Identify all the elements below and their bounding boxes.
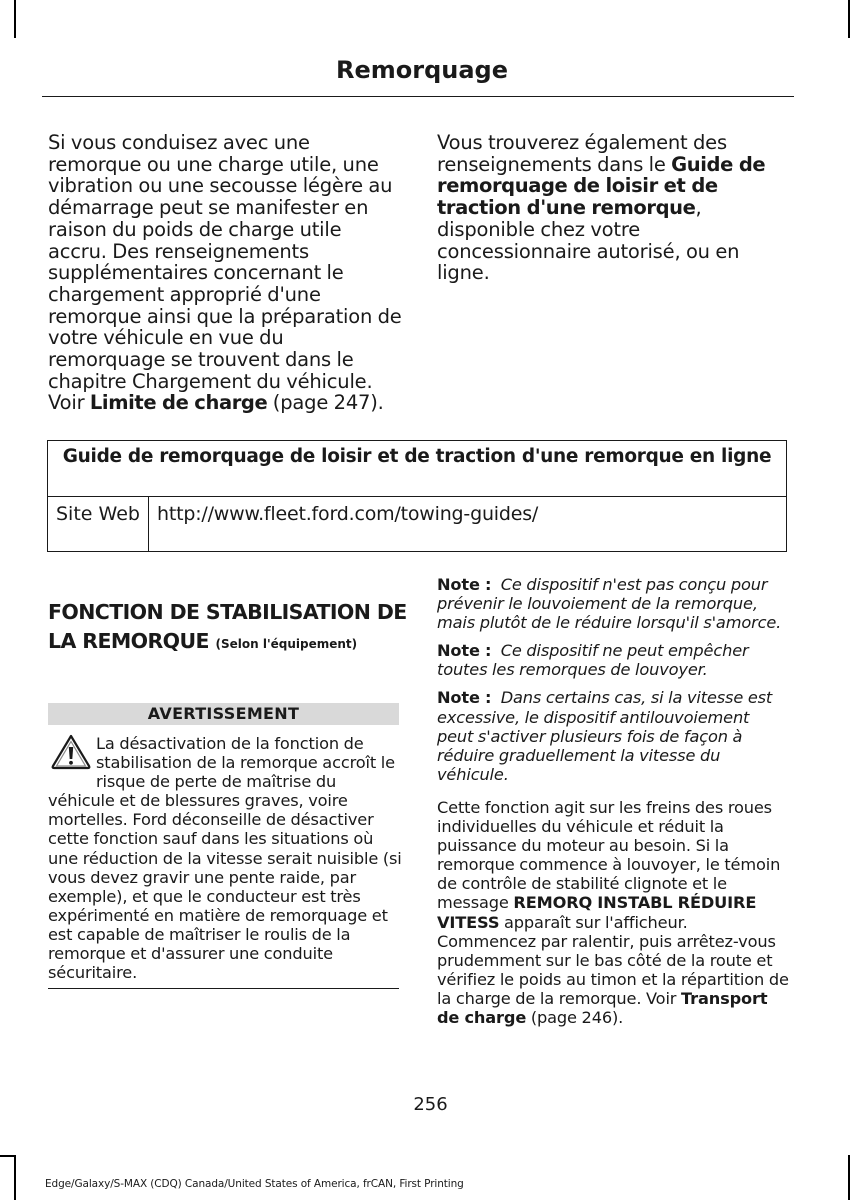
crop-mark-bottom-right (848, 1155, 850, 1200)
intro-left-page-ref: (page 247). (267, 391, 384, 415)
crop-mark-top-left (14, 0, 16, 38)
footer-text: Edge/Galaxy/S-MAX (CDQ) Canada/United States of America, frCAN, First Printing (45, 1178, 464, 1190)
page-number: 256 (413, 1094, 448, 1115)
function-paragraph: Cette fonction agit sur les freins des roues individuelles du véhicule et réduit la puissance du moteur au besoin. Si la remorque commence à louvoyer, le témoin de contrôle de stabilité clignote et le message REMORQ INSTABL RÉDUIRE VITESS apparaît sur l'afficheur. Commencez par ralentir, puis arrêtez-vous prudemment sur le bas côté de la route et vérifiez le poids au timon et la répartition de la charge de la remorque. Voir Transport de charge (page 246). (437, 797, 789, 1027)
intro-right-text-end: , disponible chez votre concessionnaire autorisé, ou en ligne. (437, 196, 740, 285)
section-title: FONCTION DE STABILISATION DE LA REMORQUE (48, 600, 407, 653)
warning-label: AVERTISSEMENT (48, 703, 399, 725)
note-item: Note : Ce dispositif n'est pas conçu pour prévenir le louvoiement de la remorque, mais plutôt de le réduire lorsqu'il s'amorce. (437, 575, 782, 633)
crop-mark-top-right (848, 0, 850, 38)
page-title: Remorquage (335, 56, 508, 84)
warning-text-block (48, 734, 402, 982)
header-rule (42, 96, 794, 97)
section-qualifier: (Selon l'équipement) (215, 637, 358, 651)
intro-right-paragraph (437, 132, 789, 284)
load-transport-link[interactable]: Transport de charge (437, 988, 768, 1027)
warning-text: La désactivation de la fonction de stabilisation de la remorque accroît le risque de perte de maîtrise du véhicule et de blessures graves, voire mortelles. Ford déconseille de désactiver cette fonction sauf dans les situations où une réduction de la vitesse serait nuisible (si vous devez gravir une pente raide, par exemple), et que le conducteur est très expérimenté en matière de remorquage et est capable de maîtriser le roulis de la remorque et d'assurer une conduite sécuritaire. (48, 734, 402, 983)
note-item: Note : Dans certains cas, si la vitesse est excessive, le dispositif antilouvoiement peut s'activer plusieurs fois de façon à réduire graduellement la vitesse du véhicule. (437, 688, 773, 784)
crop-mark-bottom-left (14, 1155, 16, 1200)
table-header: Guide de remorquage de loisir et de traction d'une remorque en ligne (48, 441, 786, 497)
display-message: REMORQ INSTABL RÉDUIRE VITESS (437, 893, 757, 932)
note-item: Note : Ce dispositif ne peut empêcher toutes les remorques de louvoyer. (437, 641, 749, 680)
section-heading (48, 598, 408, 659)
online-guide-table (47, 440, 787, 552)
intro-right-text: Vous trouverez également des renseignements dans le (437, 131, 727, 176)
notes-column (437, 575, 789, 1036)
table-cell-label: Site Web (48, 497, 149, 551)
intro-left-text: Si vous conduisez avec une remorque ou une charge utile, une vibration ou une secousse légère au démarrage peut se manifester en raison du poids de charge utile accru. Des renseignements supplémentaires concernant le chargement approprié d'une remorque ainsi que la préparation de votre véhicule en vue du remorquage se trouvent dans le chapitre Chargement du véhicule. Voir (48, 131, 402, 415)
load-limit-link[interactable]: Limite de charge (89, 391, 268, 415)
intro-left-paragraph (48, 132, 404, 414)
towing-guide-link[interactable]: Guide de remorquage de loisir et de traction d'une remorque (437, 152, 766, 220)
warning-rule (48, 988, 399, 989)
crop-mark-bottom-left-h (0, 1155, 14, 1157)
website-url-link[interactable]: http://www.fleet.ford.com/towing-guides/ (157, 503, 539, 525)
